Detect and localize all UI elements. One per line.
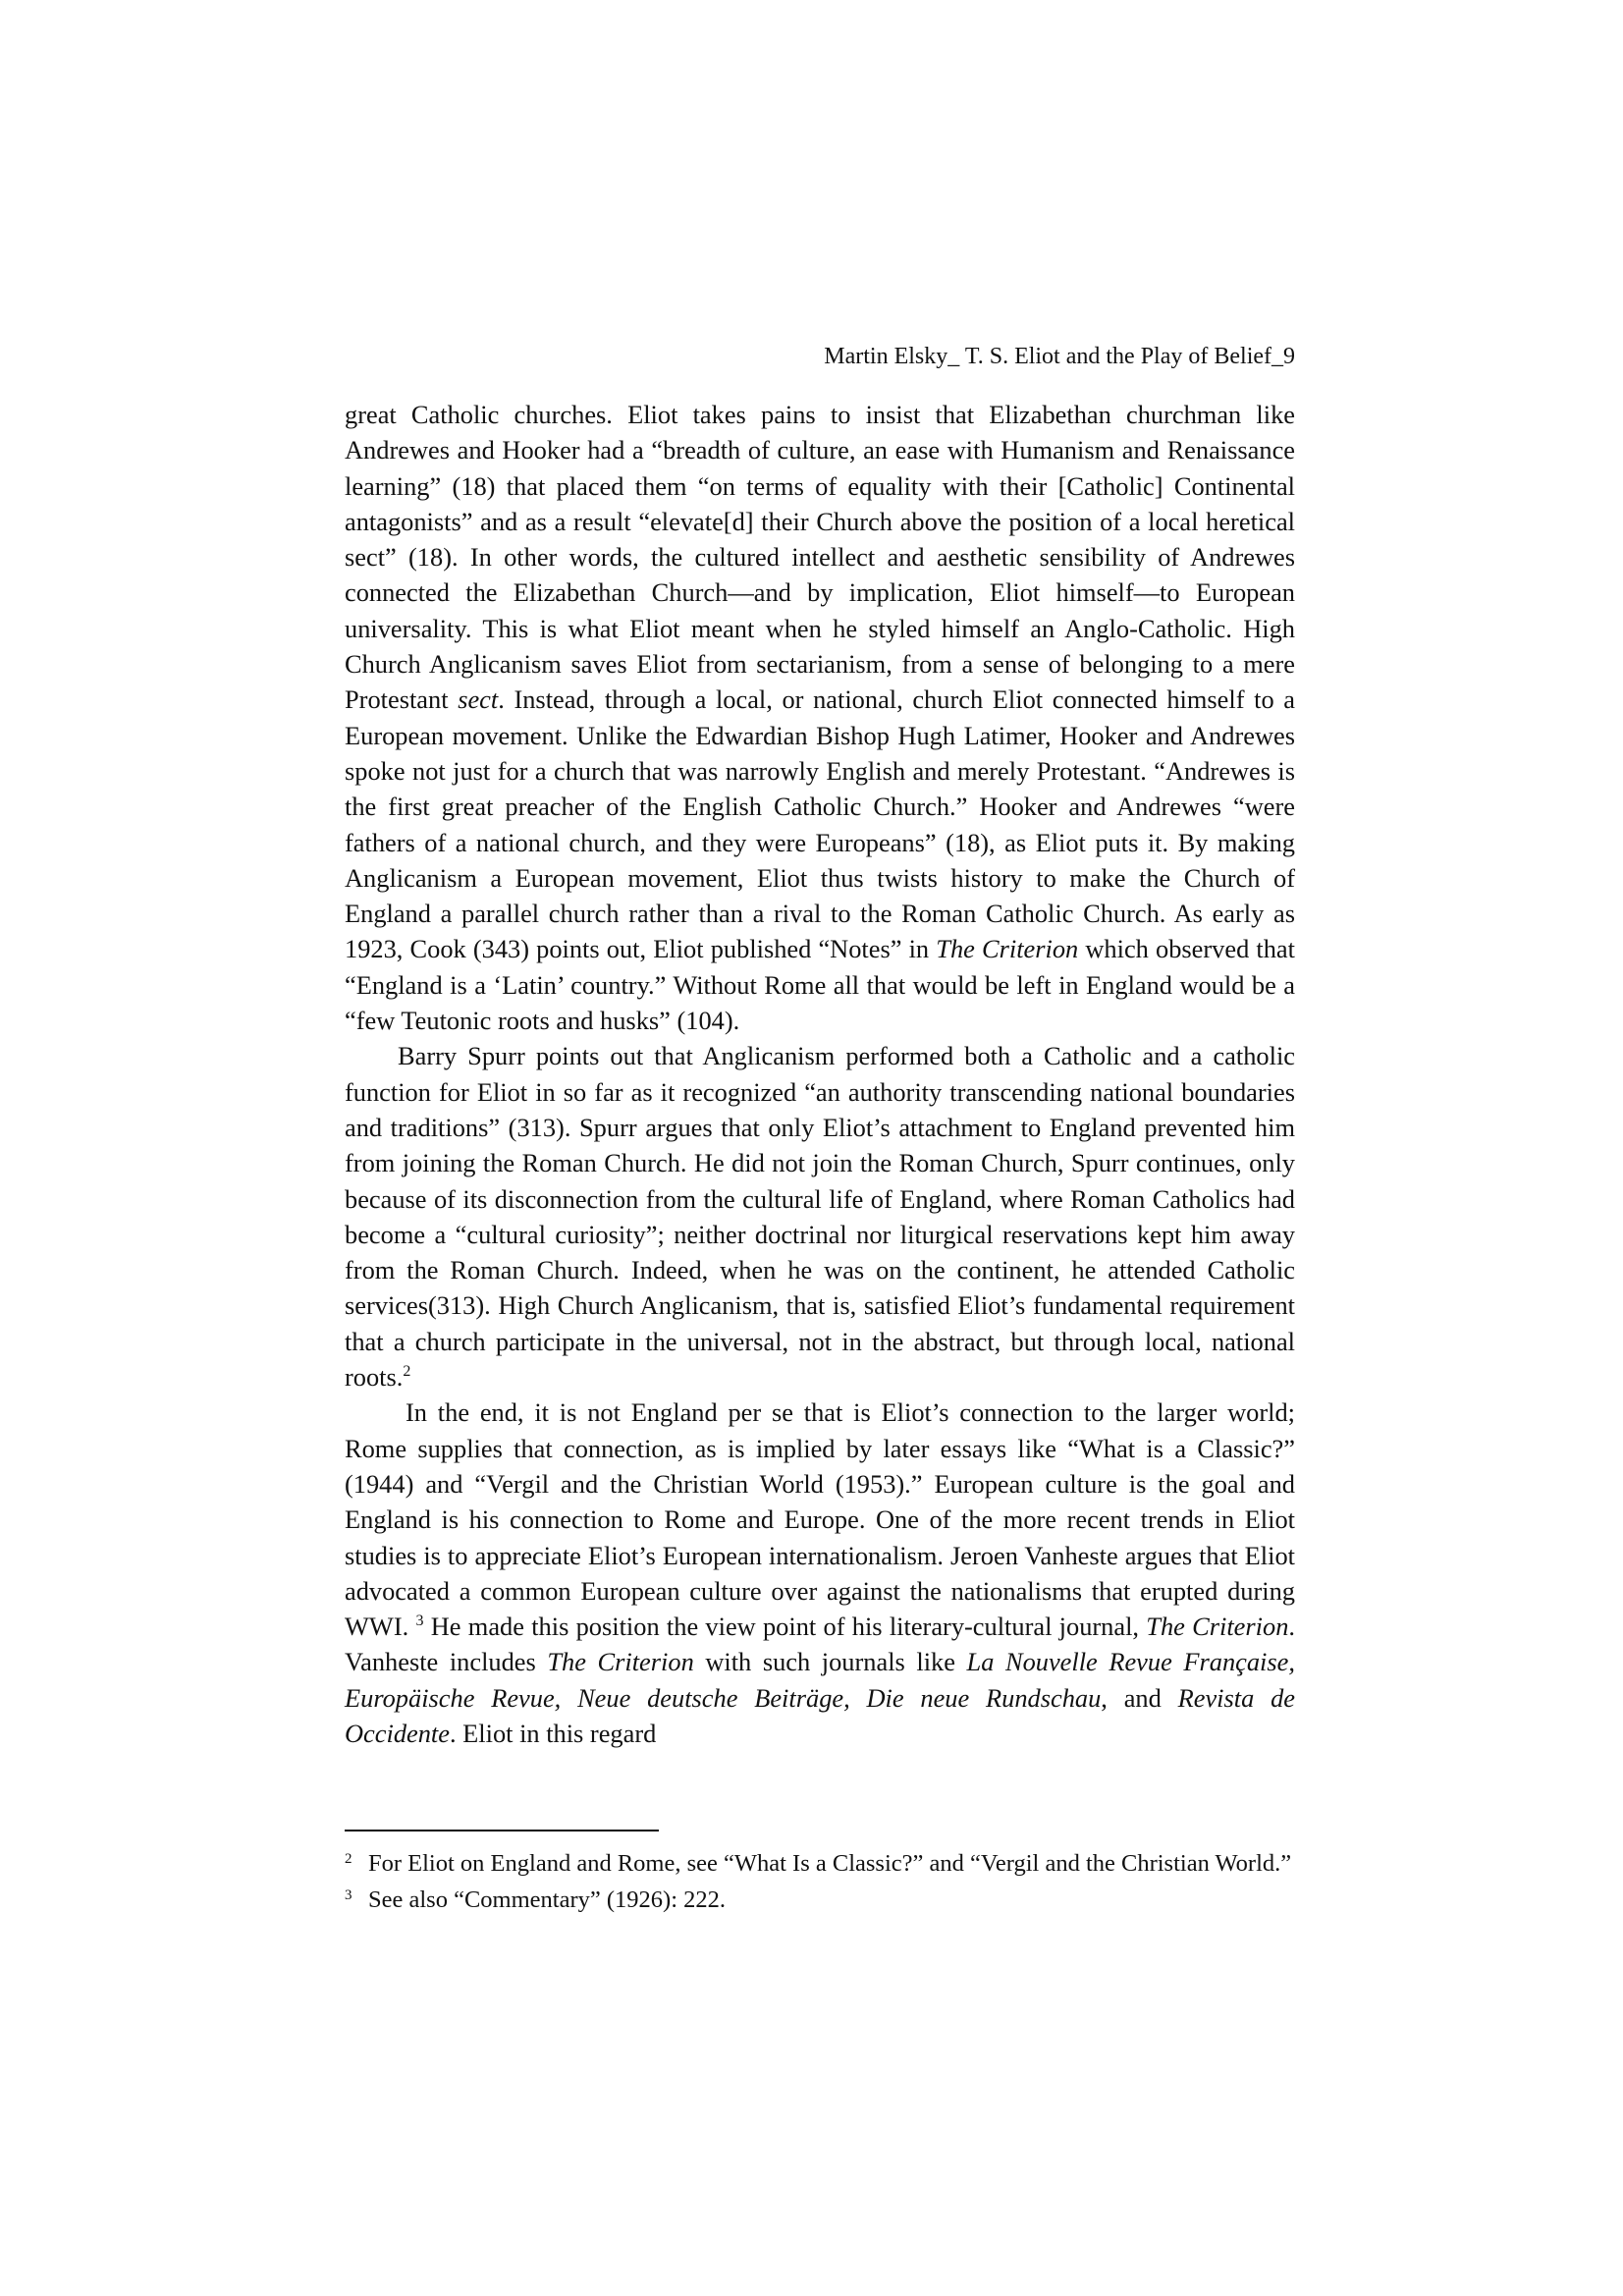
paragraph-3 — [345, 1394, 1295, 1751]
footnote-3 — [345, 1883, 1295, 1917]
running-head: Martin Elsky_ T. S. Eliot and the Play of Belief_9 — [824, 344, 1295, 369]
text-run: . Eliot in this regard — [449, 1718, 657, 1748]
footnote-text: See also “Commentary” (1926): 222. — [368, 1886, 727, 1913]
footnote-ref: 3 — [415, 1613, 424, 1630]
text-run: , and — [1101, 1682, 1178, 1713]
text-run: He made this position the view point of his literary-cultural journal, — [423, 1612, 1147, 1642]
italic-title: Revista de Occidente — [345, 1682, 1295, 1748]
text-run: In the end, it is not England per se that is Eliot’s connection to the larger world; Rome supplies that connection, as is implied by later essays like “What is a Classic?” (1944) and “Vergil and the Christian World (1953).” European culture is the goal and England is his connection to Rome and Europe. One of the more recent trends in Eliot studies is to appreciate Eliot’s European internationalism. Jeroen Vanheste argues that Eliot advocated a common European culture over against the nationalisms that erupted during WWI. — [345, 1397, 1295, 1642]
italic-title: The Criterion — [1146, 1612, 1289, 1642]
italic-title: sect — [458, 684, 499, 715]
footnote-text: For Eliot on England and Rome, see “What Is a Classic?” and “Vergil and the Christian World.” — [368, 1850, 1292, 1877]
text-run: which observed that “England is a ‘Latin’ country.” Without Rome all that would be left in England would be a “few Teutonic roots and husks” (104). — [345, 934, 1295, 1036]
footnote-divider — [345, 1830, 659, 1831]
italic-title: La Nouvelle Revue Française, Europäische Revue, Neue deutsche Beiträge, Die neue Rundschau — [345, 1647, 1295, 1713]
italic-title: The Criterion — [936, 934, 1079, 964]
text-run: Barry Spurr points out that Anglicanism performed both a Catholic and a catholic function for Eliot in so far as it recognized “an authority transcending national boundaries and traditions” (313). Spurr argues that only Eliot’s attachment to England prevented him from joining the Roman Church. He did not join the Roman Church, Spurr continues, only because of its disconnection from the cultural life of England, where Roman Catholics had become a “cultural curiosity”; neither doctrinal nor liturgical reservations kept him away from the Roman Church. Indeed, when he was on the continent, he attended Catholic services(313). High Church Anglicanism, that is, satisfied Eliot’s fundamental requirement that a church participate in the universal, not in the abstract, but through local, national roots. — [345, 1041, 1295, 1393]
paragraph-2 — [345, 1038, 1295, 1394]
text-run: with such journals like — [693, 1647, 967, 1677]
footnotes — [345, 1846, 1295, 1919]
footnote-ref: 2 — [403, 1363, 411, 1381]
footnote-number: 2 — [345, 1851, 352, 1867]
footnote-2 — [345, 1846, 1295, 1881]
text-run: . Instead, through a local, or national, church Eliot connected himself to a European movement. Unlike the Edwardian Bishop Hugh Latimer, Hooker and Andrewes spoke not just for a church that was narrowly English and merely Protestant. “Andrewes is the first great preacher of the English Catholic Church.” Hooker and Andrewes “were fathers of a national church, and they were Europeans” (18), as Eliot puts it. By making Anglicanism a European movement, Eliot thus twists history to make the Church of England a parallel church rather than a rival to the Roman Catholic Church. As early as 1923, Cook (343) points out, Eliot published “Notes” in — [345, 684, 1295, 964]
text-run: . Vanheste includes — [345, 1612, 1296, 1677]
footnote-number: 3 — [345, 1887, 352, 1903]
paragraph-1 — [345, 397, 1295, 1038]
text-run: great Catholic churches. Eliot takes pains to insist that Elizabethan churchman like Andrewes and Hooker had a “breadth of culture, an ease with Humanism and Renaissance learning” (18) that placed them “on terms of equality with their [Catholic] Continental antagonists” and as a result “elevate[d] their Church above the position of a local heretical sect” (18). In other words, the cultured intellect and aesthetic sensibility of Andrewes connected the Elizabethan Church—and by implication, Eliot himself—to European universality. This is what Eliot meant when he styled himself an Anglo-Catholic. High Church Anglicanism saves Eliot from sectarianism, from a sense of belonging to a mere Protestant — [345, 400, 1295, 715]
body-text — [345, 397, 1295, 1751]
italic-title: The Criterion — [547, 1647, 694, 1677]
